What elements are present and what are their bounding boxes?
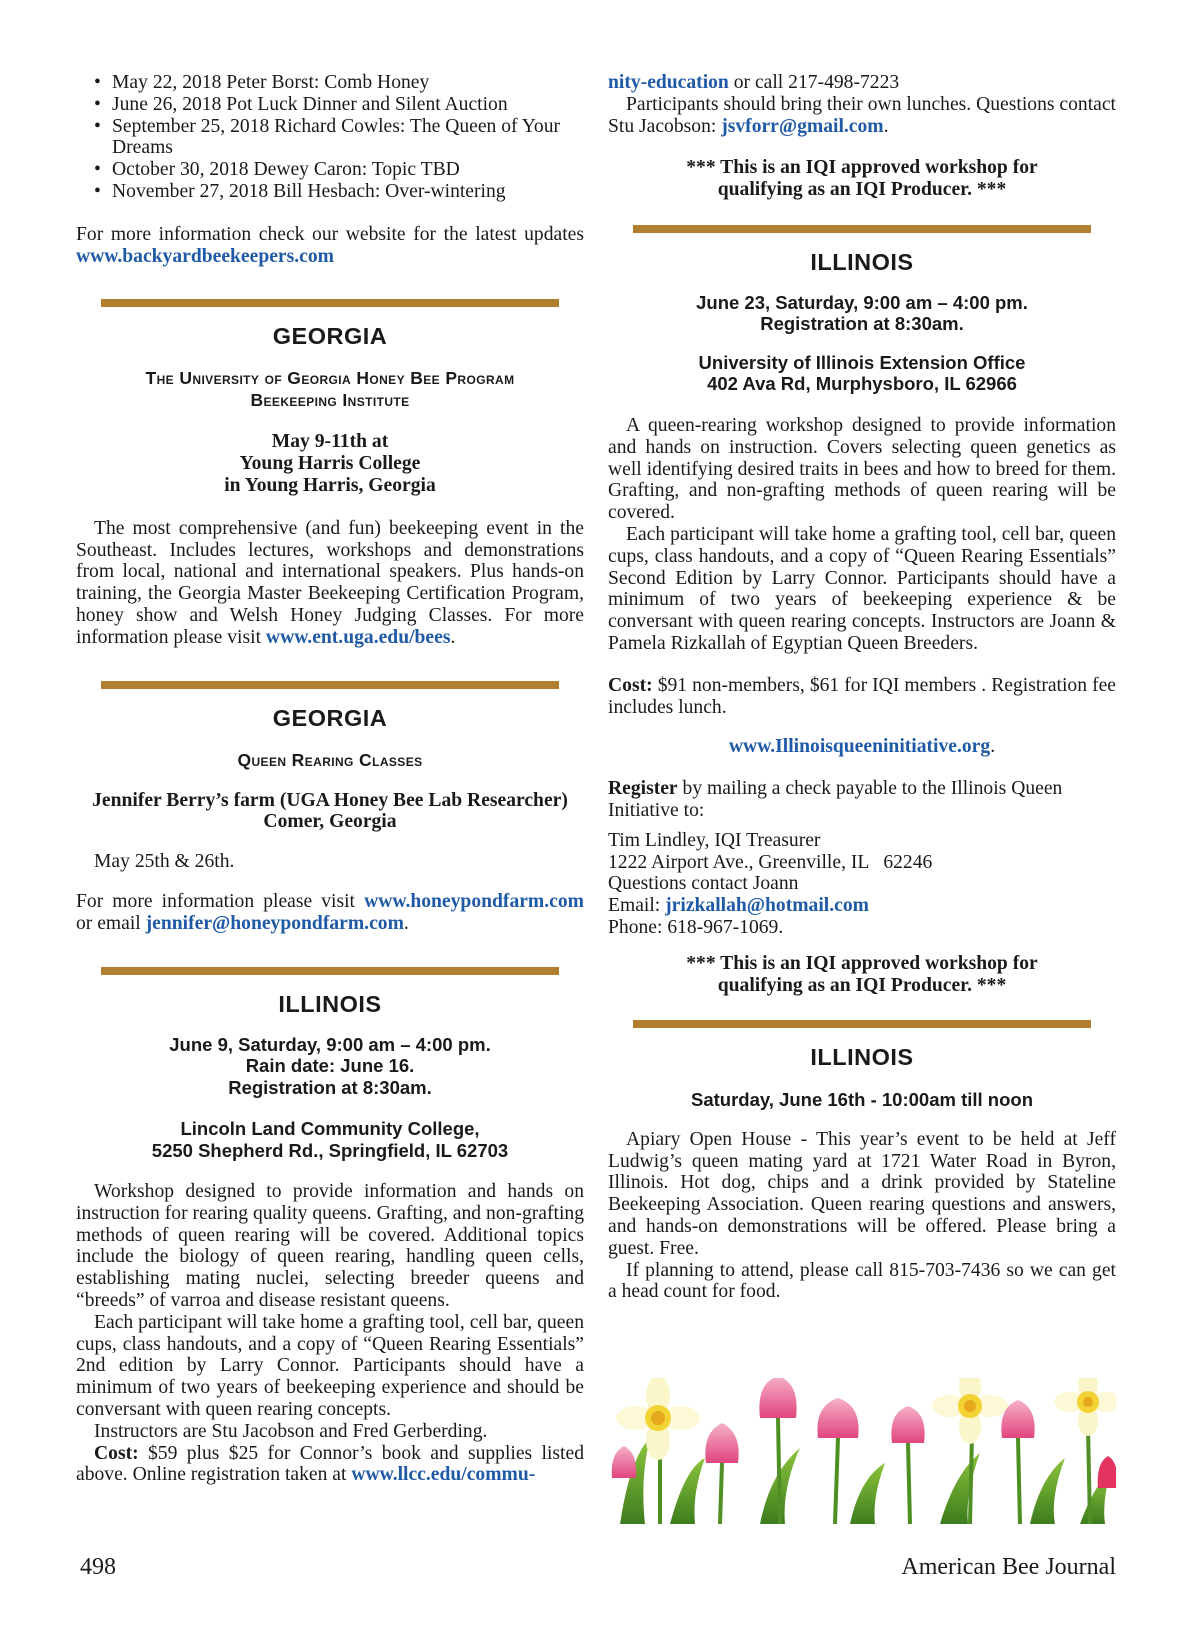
left-column [76, 72, 584, 1486]
iqi-website: www.Illinoisqueeninitiative.org. [728, 736, 996, 758]
list-item: • October 30, 2018 Dewey Caron: Topic TBD [76, 159, 584, 181]
page-number: 498 [80, 1554, 116, 1580]
event-time: Saturday, June 16th - 10:00am till noon [691, 1089, 1033, 1111]
event-venue: Young Harris College [239, 453, 421, 475]
joann-email-link[interactable]: jrizkallah@hotmail.com [665, 895, 869, 917]
workshop-description: Workshop designed to provide information and hands on instruction for rearing quality queens. Grafting, and non-grafting methods of queen rearing will be covered. Additional topics include the biology of queen rearing, handling queen cells, establishing mating nuclei, selecting breeder queens and “breeds” of varroa and disease resistant queens. [76, 1181, 584, 1312]
register-instructions: Register by mailing a check payable to the Illinois Queen Initiative to: [608, 778, 1063, 821]
contact-email: Email: jrizkallah@hotmail.com [608, 895, 869, 917]
list-item: • June 26, 2018 Pot Luck Dinner and Silent Auction [76, 94, 584, 116]
honeypond-info: For more information please visit www.honeypondfarm.com or email jennifer@honeypondfarm.com. [76, 890, 584, 934]
mailing-address: Tim Lindley, IQI Treasurer 1222 Airport Ave., Greenville, IL 62246 Questions contact Joann Email: jrizkallah@hotmail.com Phone: 618-967-1069. [608, 830, 1116, 939]
list-item: • November 27, 2018 Bill Hesbach: Over-wintering [76, 181, 584, 203]
section-divider [633, 1020, 1091, 1028]
georgia-description: The most comprehensive (and fun) beekeeping event in the Southeast. Includes lectures, workshops and demonstrations from local, national and international speakers. Plus hands-on training, the Georgia Master Beekeeping Certification Program, honey show and Welsh Honey Judging Classes. For more information please visit www.ent.uga.edu/bees. [76, 517, 584, 648]
program-name: The University of Georgia Honey Bee Program [145, 368, 515, 389]
list-item: • September 25, 2018 Richard Cowles: The Queen of Your Dreams [76, 116, 584, 160]
llcc-link-continued[interactable]: nity-education [608, 72, 729, 93]
registration-time: Registration at 8:30am. [760, 313, 964, 335]
event-date: May 9-11th at [271, 431, 389, 453]
section-divider [101, 299, 559, 307]
iqi-website-link[interactable]: www.Illinoisqueeninitiative.org [728, 736, 991, 758]
section-title-illinois: ILLINOIS [810, 1044, 914, 1071]
lunch-note: Participants should bring their own lunches. Questions contact Stu Jacobson: jsvforr@gmail.com. [608, 93, 1116, 137]
more-info-paragraph: For more information check our website for the latest updates www.backyardbeekeepers.com [76, 223, 584, 267]
section-divider [101, 681, 559, 689]
llcc-link[interactable]: www.llcc.edu/commu- [351, 1464, 536, 1486]
workshop-instructors: Instructors are Stu Jacobson and Fred Gerberding. [94, 1420, 488, 1442]
workshop-takeaways: Each participant will take home a grafting tool, cell bar, queen cups, class handouts, and a copy of “Queen Rearing Essentials” Second Edition by Larry Connor. Participants should have a minimum of two years of beekeeping experience & be conversant with queen rearing concepts. Instructors are Joann & Pamela Rizkallah of Egyptian Queen Breeders. [608, 523, 1116, 654]
backyard-link[interactable]: www.backyardbeekeepers.com [76, 245, 334, 267]
section-title-georgia: GEORGIA [272, 704, 388, 731]
event-venue: University of Illinois Extension Office [698, 351, 1026, 373]
iqi-approval-note: qualifying as an IQI Producer. *** [717, 179, 1007, 201]
event-address: 5250 Shepherd Rd., Springfield, IL 62703 [151, 1139, 509, 1161]
event-venue: Lincoln Land Community College, [180, 1118, 480, 1140]
event-time: June 9, Saturday, 9:00 am – 4:00 pm. [169, 1033, 491, 1055]
iqi-approval-note: *** This is an IQI approved workshop for [686, 952, 1038, 974]
event-list [76, 72, 584, 203]
list-item: • May 22, 2018 Peter Borst: Comb Honey [76, 72, 584, 94]
section-divider [633, 225, 1091, 233]
workshop-cost: Cost: $59 plus $25 for Connor’s book and supplies listed above. Online registration taken at www.llcc.edu/commu- [76, 1442, 584, 1486]
workshop-takeaways: Each participant will take home a grafting tool, cell bar, queen cups, class handouts, and a copy of “Queen Rearing Essentials” 2nd edition by Larry Connor. Participants should have a minimum of two years of beekeeping experience and should be conversant with queen rearing concepts. [76, 1311, 584, 1420]
iqi-approval-note: *** This is an IQI approved workshop for [686, 157, 1038, 179]
section-title-illinois: ILLINOIS [278, 990, 382, 1017]
right-column [608, 72, 1116, 1303]
workshop-cost: Cost: $91 non-members, $61 for IQI members . Registration fee includes lunch. [608, 674, 1116, 718]
llcc-continuation: nity-education or call 217-498-7223 [608, 72, 900, 93]
event-address: 402 Ava Rd, Murphysboro, IL 62966 [707, 373, 1017, 395]
contact-phone: Phone: 618-967-1069. [608, 916, 784, 938]
jennifer-email-link[interactable]: jennifer@honeypondfarm.com [145, 912, 404, 934]
event-venue: Jennifer Berry’s farm (UGA Honey Bee Lab Researcher) [92, 789, 568, 811]
flowers-image [610, 1378, 1116, 1524]
event-location: in Young Harris, Georgia [224, 474, 436, 496]
open-house-rsvp: If planning to attend, please call 815-703-7436 so we can get a head count for food. [608, 1259, 1116, 1303]
section-title-illinois: ILLINOIS [810, 248, 914, 275]
workshop-description: A queen-rearing workshop designed to provide information and hands on instruction. Covers selecting queen genetics as well identifying desired traits in bees and how to breed for them. Grafting, and non-grafting methods of queen rearing will be covered. [608, 414, 1116, 524]
section-title-georgia: GEORGIA [272, 323, 388, 350]
event-location: Comer, Georgia [263, 811, 397, 833]
uga-bees-link[interactable]: www.ent.uga.edu/bees [265, 626, 451, 648]
class-name: Queen Rearing Classes [237, 749, 423, 770]
journal-name: American Bee Journal [901, 1554, 1116, 1580]
honeypond-link[interactable]: www.honeypondfarm.com [364, 890, 584, 912]
registration-time: Registration at 8:30am. [228, 1076, 432, 1098]
event-date: May 25th & 26th. [94, 851, 235, 873]
stu-email-link[interactable]: jsvforr@gmail.com [721, 115, 884, 137]
rain-date: Rain date: June 16. [245, 1055, 415, 1077]
event-time: June 23, Saturday, 9:00 am – 4:00 pm. [696, 291, 1028, 313]
section-divider [101, 967, 559, 975]
iqi-approval-note: qualifying as an IQI Producer. *** [717, 974, 1007, 996]
program-subtitle: Beekeeping Institute [250, 390, 410, 411]
open-house-description: Apiary Open House - This year’s event to be held at Jeff Ludwig’s queen mating yard at 1721 Water Road in Byron, Illinois. Hot dog, chips and a drink provided by Stateline Beekeeping Association. Queen rearing questions and answers, and hands-on demonstrations will be offered. Please bring a guest. Free. [608, 1128, 1116, 1259]
